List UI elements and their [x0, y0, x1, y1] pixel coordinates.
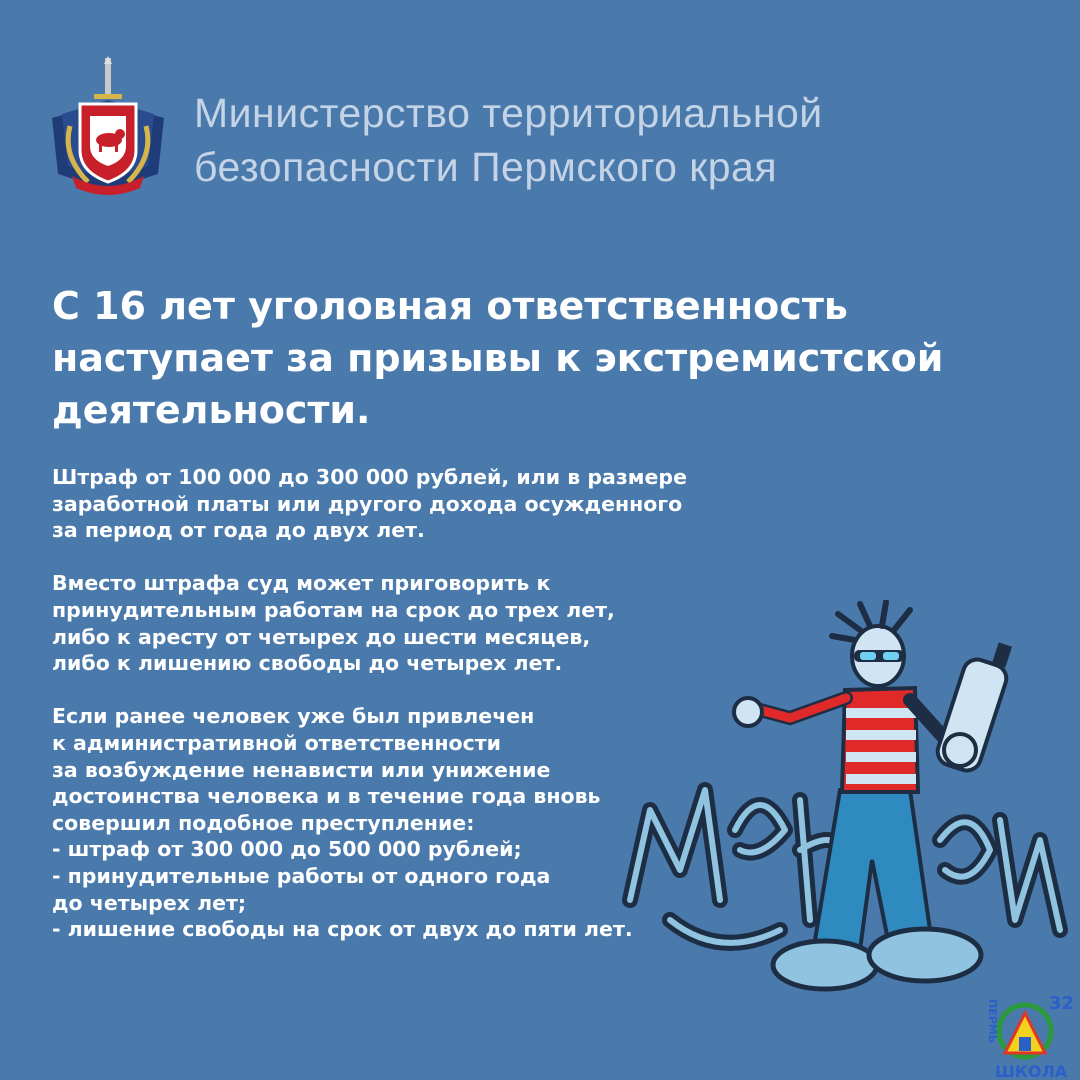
ministry-name: [194, 86, 823, 194]
headline: [52, 280, 1052, 436]
paragraph-line: Штраф от 100 000 до 300 000 рублей, или в размере: [52, 465, 687, 489]
paragraph-line: за возбуждение ненависти или унижение: [52, 757, 551, 782]
ministry-name-line-2: безопасности Пермского края: [194, 144, 778, 190]
paragraph-line: - принудительные работы от одного года: [52, 863, 551, 888]
paragraph-line: принудительным работам на срок до трех лет,: [52, 597, 615, 622]
school-logo-city: ПЕРМЬ: [986, 999, 999, 1044]
school-logo-number: 32: [1049, 993, 1075, 1014]
ministry-name-line-1: Министерство территориальной: [194, 90, 823, 136]
paragraph-fine: [52, 464, 772, 544]
paragraph-line: Вместо штрафа суд может приговорить к: [52, 571, 551, 596]
headline-line-1: С 16 лет уголовная ответственность: [52, 284, 848, 328]
paragraph-line: к административной ответственности: [52, 730, 502, 755]
paragraph-line: заработной платы или другого дохода осужденного: [52, 491, 683, 516]
paragraph-line: - лишение свободы на срок от двух до пяти лет.: [52, 917, 633, 942]
paragraph-line: - штраф от 300 000 до 500 000 рублей;: [52, 837, 522, 862]
paragraph-line: либо к аресту от четырех до шести месяцев,: [52, 624, 591, 649]
paragraph-line: достоинства человека и в течение года вновь: [52, 784, 601, 809]
header: [48, 56, 1048, 196]
school-logo-icon: [975, 985, 1075, 1080]
headline-line-2: наступает за призывы к экстремистской: [52, 336, 944, 380]
paragraph-line: либо к лишению свободы до четырех лет.: [52, 651, 563, 676]
headline-line-3: деятельности.: [52, 388, 371, 432]
graffiti-teen-icon: [610, 600, 1080, 1040]
paragraph-line: за период от года до двух лет.: [52, 518, 425, 543]
paragraph-line: Если ранее человек уже был привлечен: [52, 704, 535, 729]
paragraph-line: совершил подобное преступление:: [52, 810, 475, 835]
ministry-emblem-icon: [48, 56, 168, 196]
paragraph-line: до четырех лет;: [52, 890, 247, 915]
school-logo-word: ШКОЛА: [995, 1062, 1068, 1080]
